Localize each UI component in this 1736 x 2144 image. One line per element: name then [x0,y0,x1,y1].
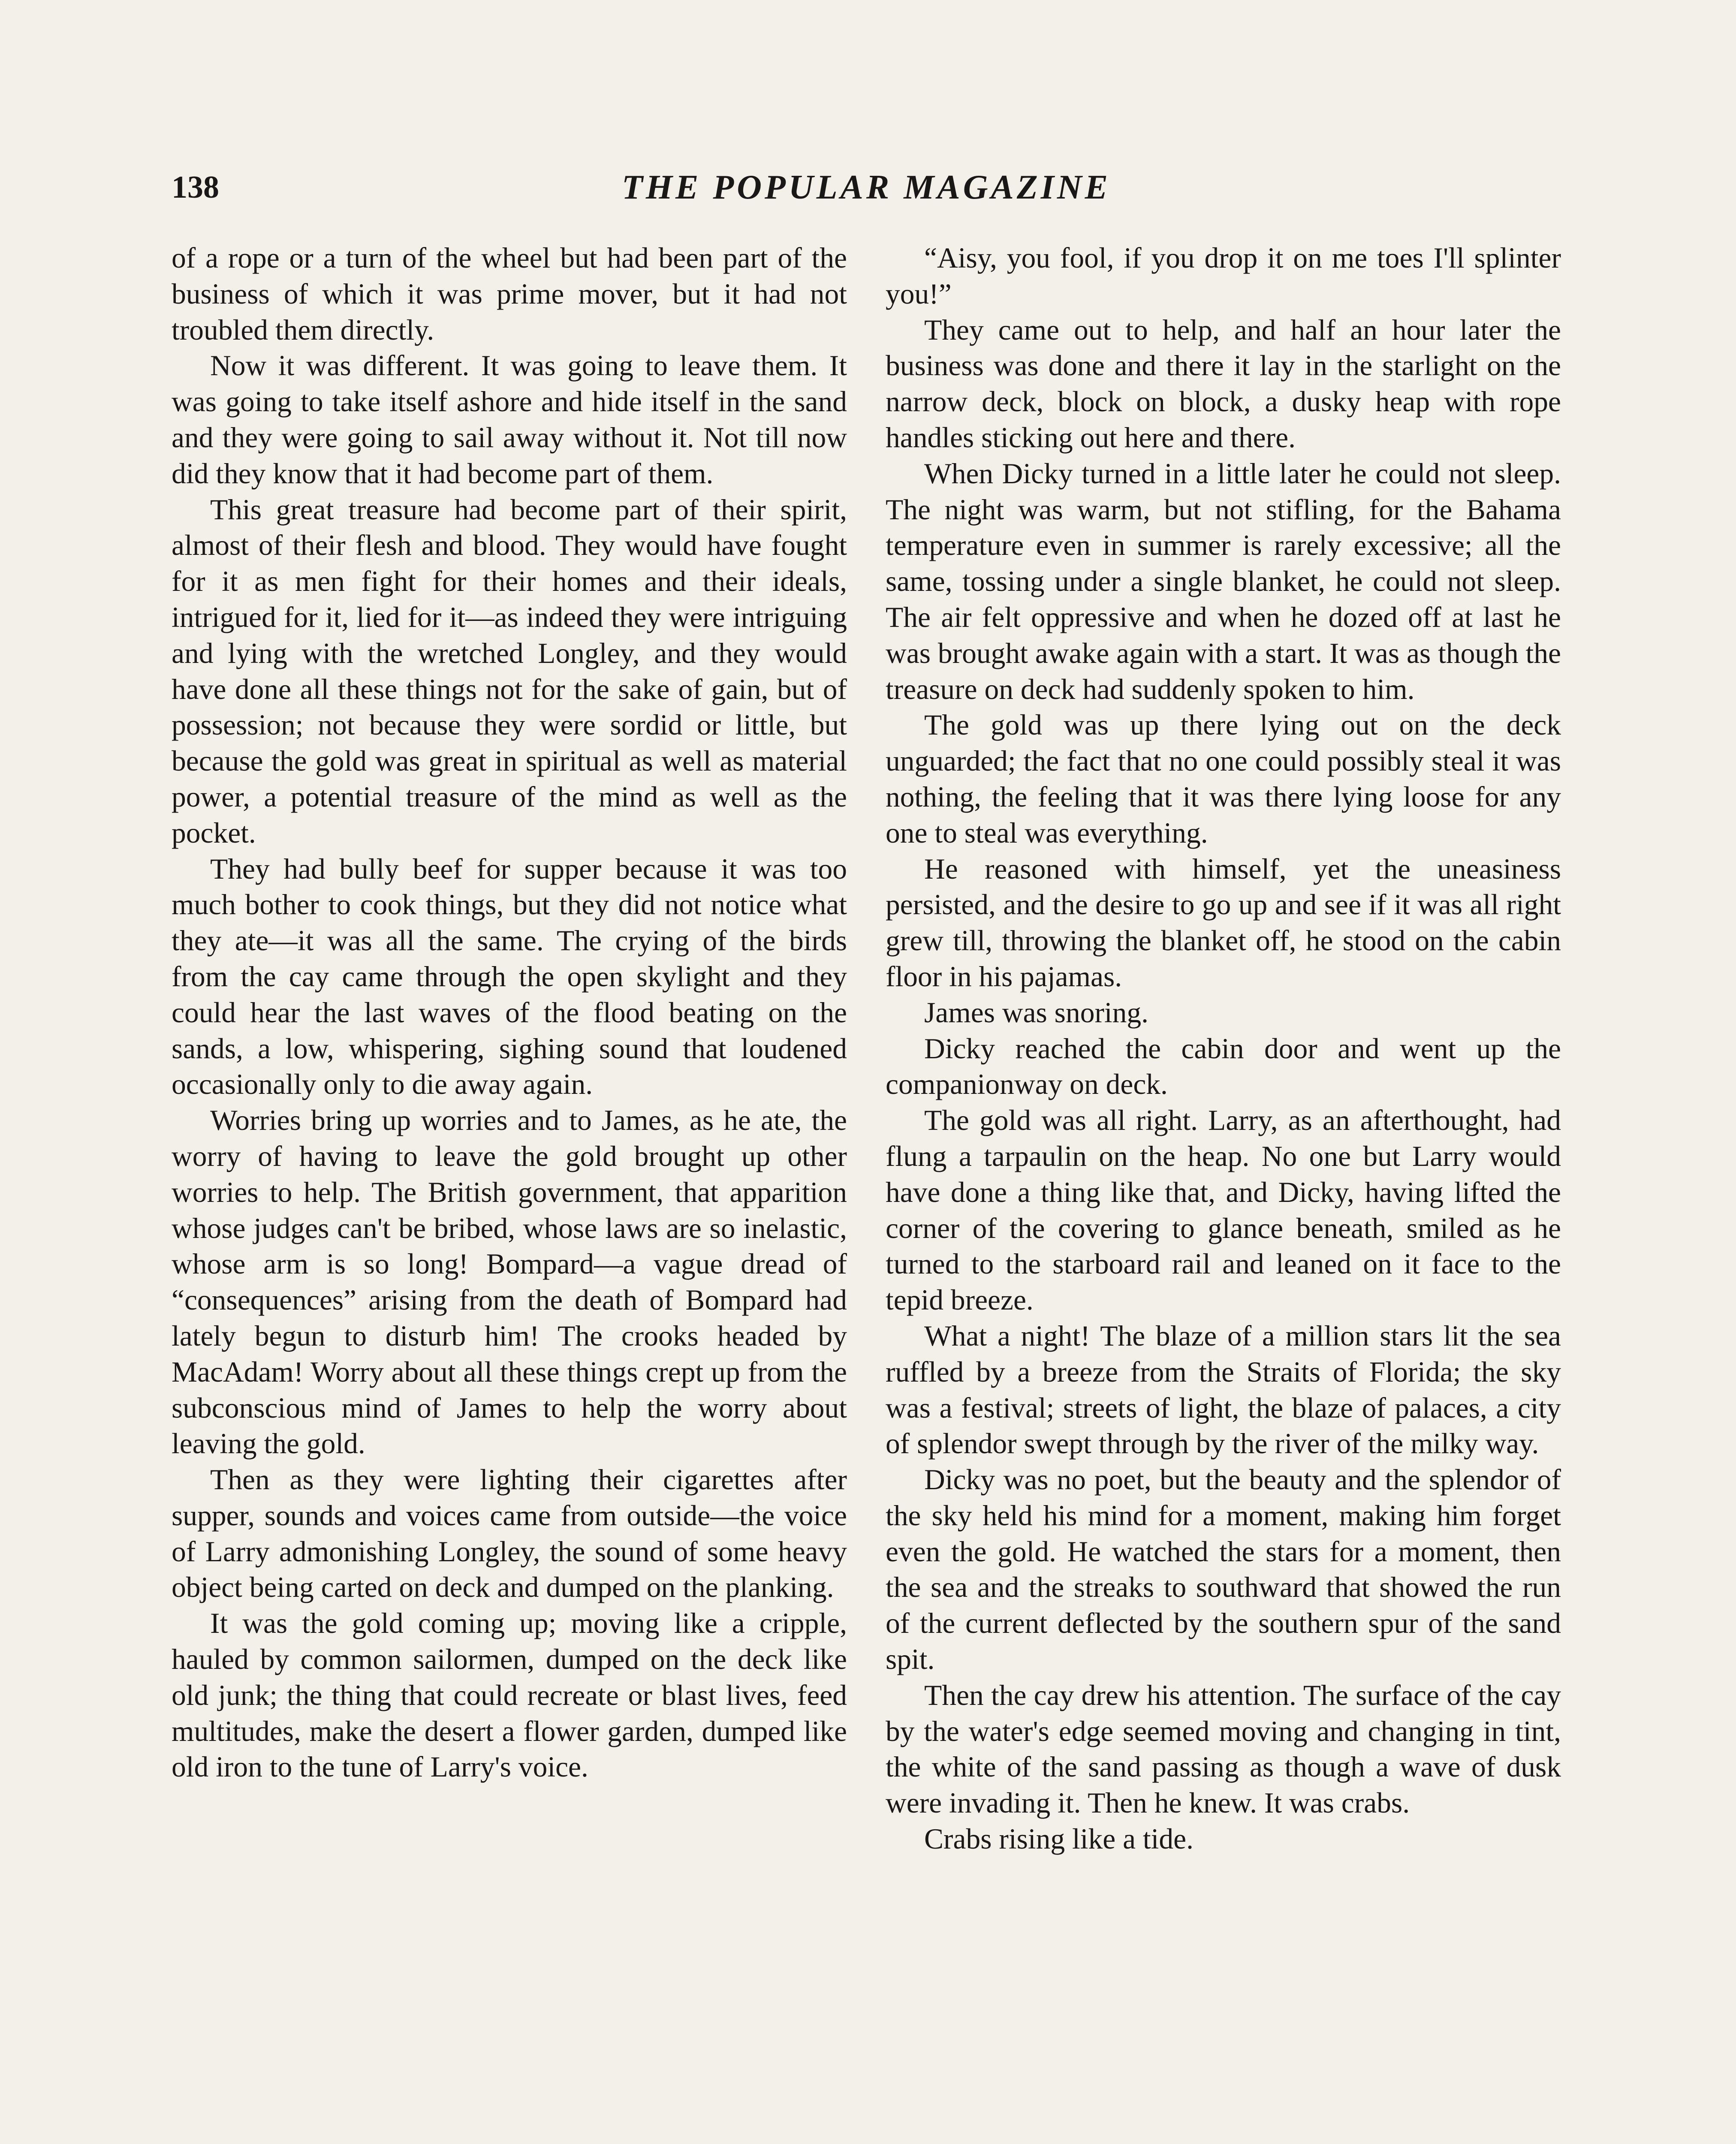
paragraph: They came out to help, and half an hour later the business was done and there it lay in the starlight on the narrow deck, block on block, a dusky heap with rope handles sticking out here and there. [886,313,1561,454]
running-head: THE POPULAR MAGAZINE [621,169,1111,206]
paragraph: James was snoring. [924,996,1149,1029]
paragraph: The gold was all right. Larry, as an afterthought, had flung a tarpaulin on the heap. No one but Larry would have done a thing like that, and Dicky, having lifted the corner of the covering to glance beneath, smiled as he turned to the starboard rail and leaned on it face to the tepid breeze. [886,1104,1561,1316]
paragraph: Crabs rising like a tide. [924,1823,1194,1855]
page-number: 138 [172,170,219,205]
right-column [886,240,1561,1857]
paragraph: The gold was up there lying out on the deck unguarded; the fact that no one could possibly steal it was nothing, the feeling that it was there lying loose for any one to steal was everything. [886,709,1561,849]
paragraph: They had bully beef for supper because it was too much bother to cook things, but they did not notice what they ate—it was all the same. The crying of the birds from the cay came through the open skylight and they could hear the last waves of the flood beating on the sands, a low, whispering, sighing sound that loudened occasionally only to die away again. [172,852,847,1101]
paragraph: Then as they were lighting their cigarettes after supper, sounds and voices came from outside—the voice of Larry admonishing Longley, the sound of some heavy object being carted on deck and dumped on the planking. [172,1463,847,1604]
paragraph: Worries bring up worries and to James, as he ate, the worry of having to leave the gold brought up other worries to help. The British government, that apparition whose judges can't be bribed, whose laws are so inelastic, whose arm is so long! Bompard—a vague dread of “consequences” arising from the death of Bompard had lately begun to disturb him! The crooks headed by MacAdam! Worry about all these things crept up from the subconscious mind of James to help the worry about leaving the gold. [172,1104,847,1460]
paragraph: This great treasure had become part of their spirit, almost of their flesh and blood. They would have fought for it as men fight for their homes and their ideals, intrigued for it, lied for it—as indeed they were intriguing and lying with the wretched Longley, and they would have done all these things not for the sake of gain, but of possession; not because they were sordid or little, but because the gold was great in spiritual as well as material power, a potential treasure of the mind as well as the pocket. [172,493,847,849]
paragraph: Dicky reached the cabin door and went up the companionway on deck. [886,1032,1561,1101]
paragraph: “Aisy, you fool, if you drop it on me toes I'll splinter you!” [886,242,1561,310]
page-header [172,164,1561,220]
paragraph: of a rope or a turn of the wheel but had been part of the business of which it was prime mover, but it had not troubled them directly. [172,242,847,346]
left-column [172,240,847,1785]
paragraph: It was the gold coming up; moving like a cripple, hauled by common sailormen, dumped on the deck like old junk; the thing that could recreate or blast lives, feed multitudes, make the desert a flower garden, dumped like old iron to the tune of Larry's voice. [172,1607,847,1783]
paragraph: What a night! The blaze of a million stars lit the sea ruffled by a breeze from the Straits of Florida; the sky was a festival; streets of light, the blaze of palaces, a city of splendor swept through by the river of the milky way. [886,1319,1561,1460]
paragraph: Now it was different. It was going to leave them. It was going to take itself ashore and hide itself in the sand and they were going to sail away without it. Not till now did they know that it had become part of them. [172,349,847,490]
paragraph: Dicky was no poet, but the beauty and the splendor of the sky held his mind for a moment, making him forget even the gold. He watched the stars for a moment, then the sea and the streaks to southward that showed the run of the current deflected by the southern spur of the sand spit. [886,1463,1561,1676]
paragraph: Then the cay drew his attention. The surface of the cay by the water's edge seemed moving and changing in tint, the white of the sand passing as though a wave of dusk were invading it. Then he knew. It was crabs. [886,1679,1561,1819]
paragraph: He reasoned with himself, yet the uneasiness persisted, and the desire to go up and see if it was all right grew till, throwing the blanket off, he stood on the cabin floor in his pajamas. [886,852,1561,993]
paragraph: When Dicky turned in a little later he could not sleep. The night was warm, but not stifling, for the Bahama temperature even in summer is rarely excessive; all the same, tossing under a single blanket, he could not sleep. The air felt oppressive and when he dozed off at last he was brought awake again with a start. It was as though the treasure on deck had suddenly spoken to him. [886,457,1561,705]
